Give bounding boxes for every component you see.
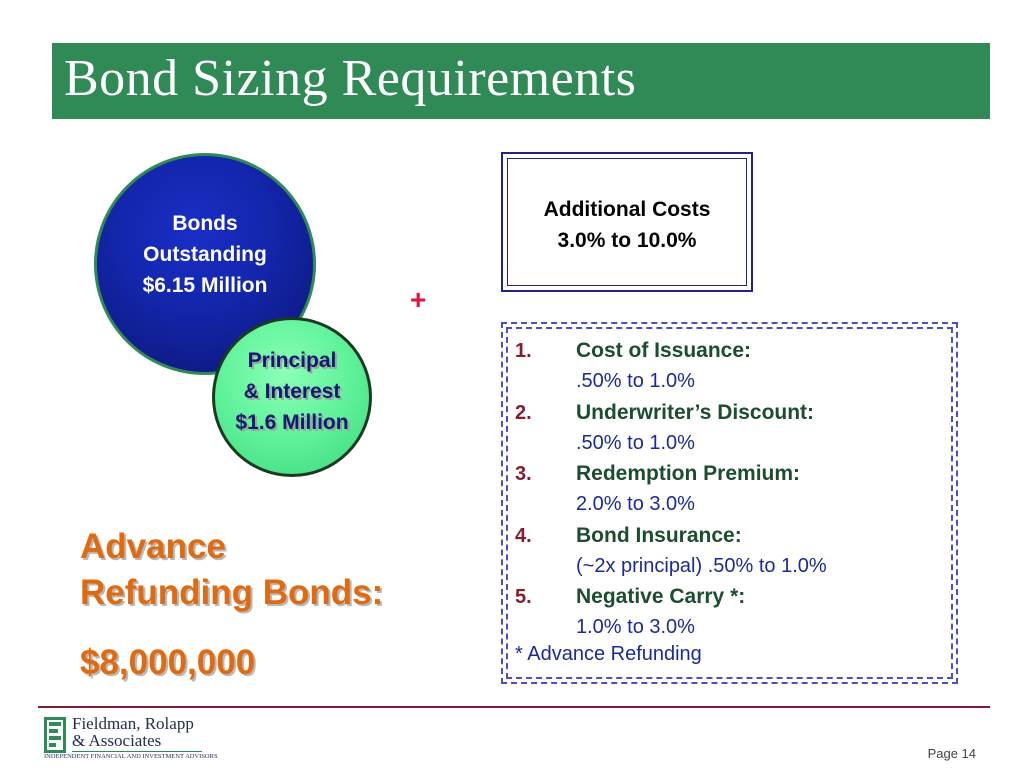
bonds-line-2: Outstanding — [143, 243, 267, 266]
logo-line-1: Fieldman, Rolapp — [72, 714, 194, 733]
bonds-line-1: Bonds — [172, 212, 238, 235]
item-label: Bond Insurance: — [576, 523, 742, 547]
item-range: (~2x principal) .50% to 1.0% — [576, 554, 827, 577]
item-number: 2. — [515, 401, 532, 424]
logo-subtitle: INDEPENDENT FINANCIAL AND INVESTMENT ADVISORS — [44, 753, 218, 760]
item-range: 1.0% to 3.0% — [576, 616, 695, 638]
page-number: Page 14 — [927, 746, 976, 761]
logo-name — [72, 715, 194, 749]
pi-line-1: Principal — [247, 349, 337, 372]
item-label: Underwriter’s Discount: — [576, 400, 815, 424]
advance-refunding-line-1: Advance — [80, 527, 226, 566]
footnote: * Advance Refunding — [515, 643, 702, 665]
page-title: Bond Sizing Requirements — [64, 50, 637, 107]
additional-costs-heading: Additional Costs — [543, 198, 711, 221]
additional-costs-text — [503, 194, 751, 256]
pi-line-2: & Interest — [243, 380, 341, 403]
cost-list-box — [501, 322, 958, 684]
item-label: Negative Carry *: — [576, 585, 746, 608]
title-bar — [52, 43, 990, 119]
item-range: .50% to 1.0% — [576, 431, 695, 454]
plus-sign: + — [410, 284, 427, 315]
logo-line-2: & Associates — [72, 731, 162, 750]
item-number: 1. — [515, 340, 532, 362]
company-logo — [44, 714, 218, 761]
principal-interest-circle — [212, 317, 372, 477]
advance-refunding-amount: $8,000,000 — [80, 643, 256, 682]
item-number: 3. — [515, 463, 532, 485]
advance-refunding-line-2: Refunding Bonds: — [80, 573, 384, 612]
logo-rule — [72, 751, 202, 752]
footer-divider — [38, 706, 990, 708]
bonds-outstanding-text — [97, 208, 313, 301]
cost-list-inner-border — [506, 327, 953, 679]
item-range: .50% to 1.0% — [576, 370, 695, 392]
item-number: 5. — [515, 586, 532, 608]
principal-interest-text — [215, 345, 369, 438]
additional-costs-box — [501, 152, 753, 292]
logo-mark-icon — [44, 717, 66, 753]
item-label: Cost of Issuance: — [576, 339, 752, 362]
pi-line-3: $1.6 Million — [235, 411, 349, 434]
bonds-line-3: $6.15 Million — [142, 274, 268, 297]
item-label: Redemption Premium: — [576, 462, 801, 485]
item-number: 4. — [515, 524, 532, 547]
advance-refunding-heading — [80, 524, 383, 616]
item-range: 2.0% to 3.0% — [576, 493, 695, 515]
additional-costs-range: 3.0% to 10.0% — [557, 229, 697, 252]
